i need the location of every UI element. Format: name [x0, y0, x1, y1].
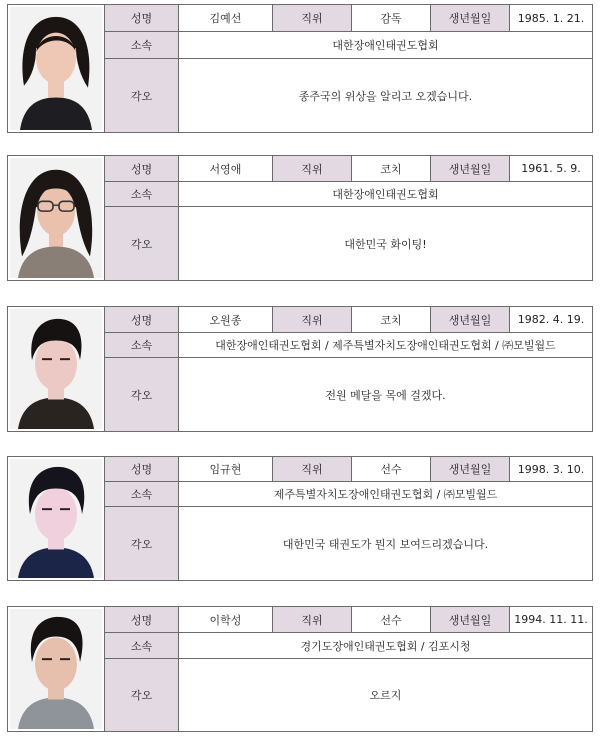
name-value: 김예선 — [179, 5, 273, 31]
birth-label: 생년월일 — [431, 5, 510, 31]
birth-value: 1994. 11. 11. — [514, 613, 588, 626]
info-row-resolution — [105, 507, 592, 580]
position-label: 직위 — [273, 156, 352, 181]
info-row-basic — [105, 156, 592, 182]
birth-label: 생년월일 — [431, 307, 510, 332]
photo-cell — [8, 307, 105, 431]
profile-card — [7, 606, 593, 732]
info-row-basic — [105, 607, 592, 633]
photo-cell — [8, 457, 105, 580]
info-table — [105, 5, 592, 132]
position-value: 코치 — [352, 156, 431, 181]
name-value: 서영애 — [179, 156, 273, 181]
affiliation-label: 소속 — [105, 32, 179, 58]
info-row-resolution — [105, 659, 592, 731]
affiliation-value: 제주특별자치도장애인태권도협회 / ㈜모빌월드 — [273, 488, 498, 501]
profile-card — [7, 155, 593, 281]
profile-photo — [10, 309, 102, 429]
name-value: 이학성 — [179, 607, 273, 632]
birth-value: 1985. 1. 21. — [517, 11, 585, 25]
birth-value: 1982. 4. 19. — [517, 313, 585, 326]
info-table — [105, 457, 592, 580]
info-row-affiliation — [105, 32, 592, 59]
profile-card — [7, 306, 593, 432]
position-value: 선수 — [352, 607, 431, 632]
info-row-resolution — [105, 358, 592, 431]
resolution-value: 종주국의 위상을 알리고 오겠습니다. — [298, 89, 473, 103]
affiliation-value: 대한장애인태권도협회 — [332, 39, 439, 52]
info-row-resolution — [105, 59, 592, 132]
photo-cell — [8, 5, 105, 132]
profile-card — [7, 4, 593, 133]
position-value: 감독 — [352, 5, 431, 31]
affiliation-label: 소속 — [105, 182, 179, 206]
birth-label: 생년월일 — [431, 156, 510, 181]
info-row-affiliation — [105, 482, 592, 507]
birth-value: 1998. 3. 10. — [517, 462, 585, 476]
name-label: 성명 — [105, 156, 179, 181]
info-table — [105, 156, 592, 280]
profile-photo — [10, 158, 102, 278]
profile-photo — [10, 7, 102, 130]
name-value: 오원종 — [179, 307, 273, 332]
resolution-value: 전원 메달을 목에 걸겠다. — [325, 388, 446, 402]
affiliation-value: 대한장애인태권도협회 — [332, 188, 439, 201]
resolution-label: 각오 — [105, 59, 179, 132]
photo-cell — [8, 607, 105, 731]
birth-label: 생년월일 — [431, 607, 510, 632]
affiliation-value: 경기도장애인태권도협회 / 김포시청 — [300, 639, 471, 653]
birth-label: 생년월일 — [431, 457, 510, 481]
info-row-affiliation — [105, 633, 592, 659]
affiliation-label: 소속 — [105, 633, 179, 658]
position-label: 직위 — [273, 457, 352, 481]
affiliation-label: 소속 — [105, 333, 179, 357]
name-label: 성명 — [105, 607, 179, 632]
affiliation-label: 소속 — [105, 482, 179, 506]
info-table — [105, 607, 592, 731]
resolution-value: 대한민국 태권도가 뭔지 보여드리겠습니다. — [282, 537, 489, 551]
resolution-label: 각오 — [105, 207, 179, 280]
info-table — [105, 307, 592, 431]
photo-cell — [8, 156, 105, 280]
resolution-value: 오르지 — [369, 689, 402, 702]
name-label: 성명 — [105, 5, 179, 31]
profile-card — [7, 456, 593, 581]
name-label: 성명 — [105, 457, 179, 481]
affiliation-value: 대한장애인태권도협회 / 제주특별자치도장애인태권도협회 / ㈜모빌월드 — [215, 339, 556, 352]
position-value: 선수 — [352, 457, 431, 481]
info-row-basic — [105, 5, 592, 32]
info-row-basic — [105, 307, 592, 333]
resolution-label: 각오 — [105, 507, 179, 580]
birth-value: 1961. 5. 9. — [521, 162, 581, 175]
position-label: 직위 — [273, 5, 352, 31]
resolution-value: 대한민국 화이팅! — [344, 237, 427, 251]
position-label: 직위 — [273, 307, 352, 332]
position-label: 직위 — [273, 607, 352, 632]
resolution-label: 각오 — [105, 659, 179, 731]
resolution-label: 각오 — [105, 358, 179, 431]
position-value: 코치 — [352, 307, 431, 332]
info-row-affiliation — [105, 333, 592, 358]
name-label: 성명 — [105, 307, 179, 332]
profile-photo — [10, 609, 102, 729]
info-row-resolution — [105, 207, 592, 280]
profile-photo — [10, 459, 102, 578]
name-value: 임규현 — [179, 457, 273, 481]
info-row-basic — [105, 457, 592, 482]
info-row-affiliation — [105, 182, 592, 207]
